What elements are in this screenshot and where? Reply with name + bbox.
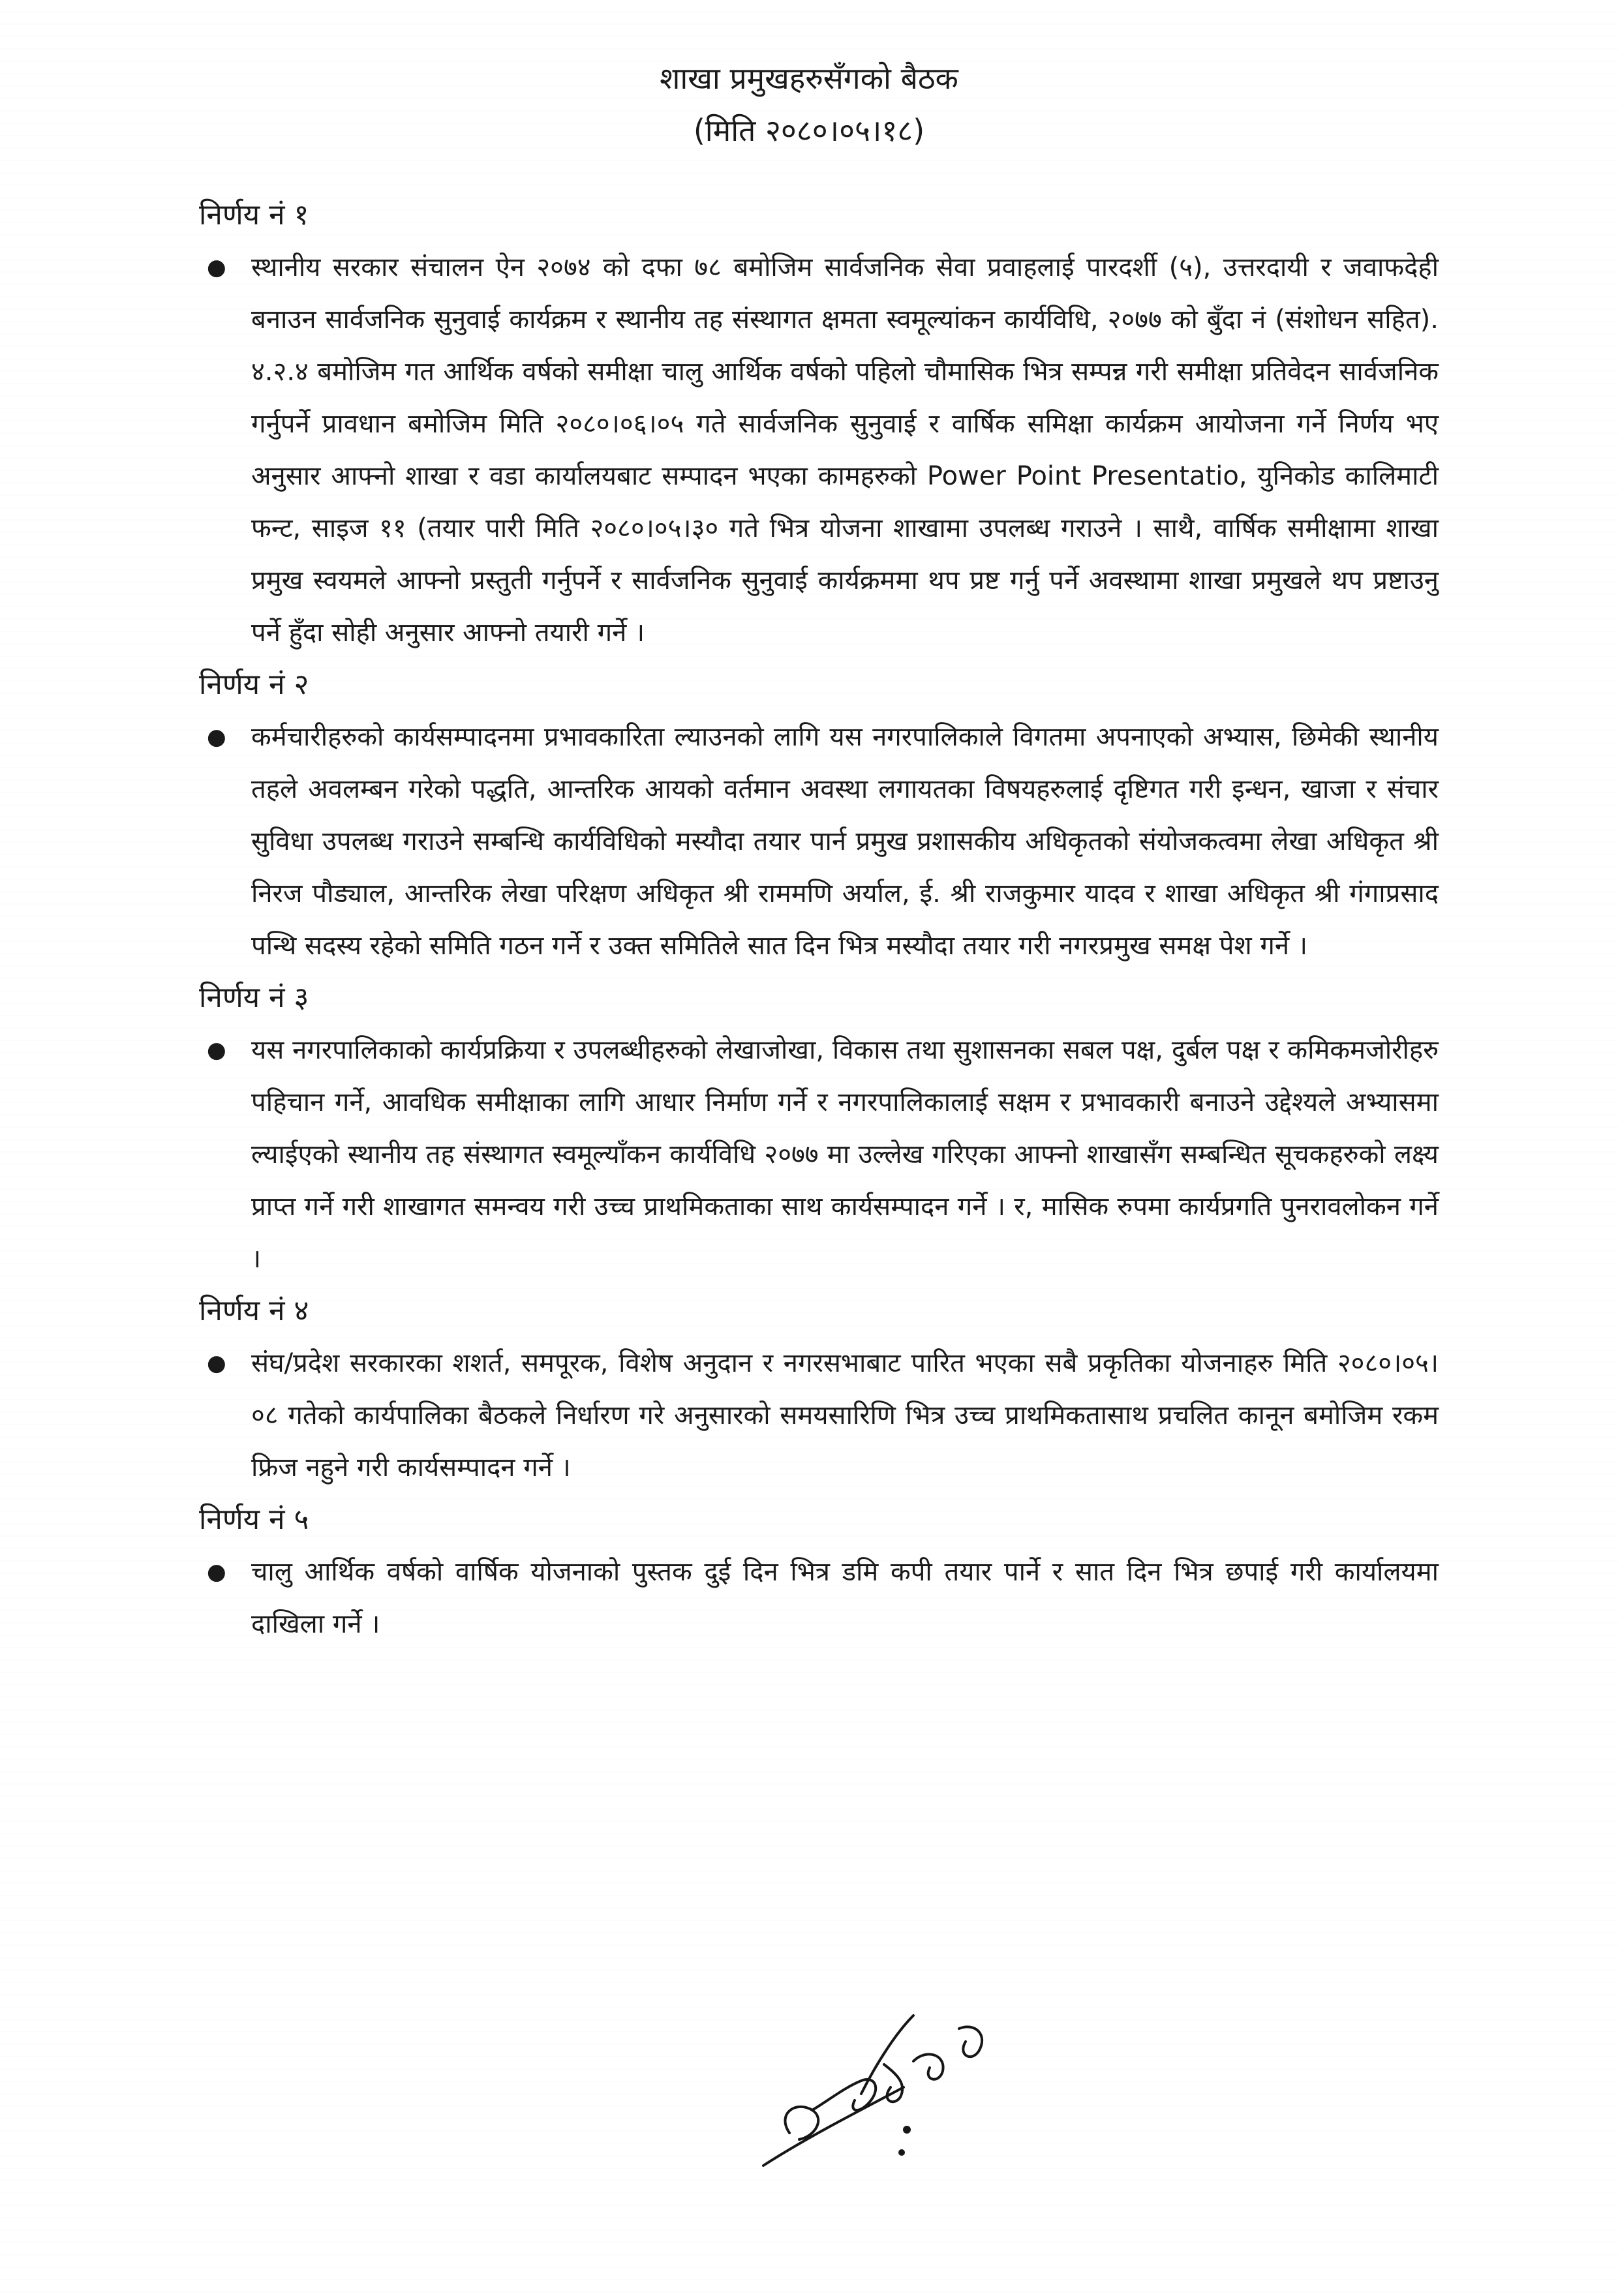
decision-item	[199, 1024, 1439, 1285]
decision-item	[199, 1546, 1439, 1650]
document-header	[0, 52, 1618, 157]
decision-item	[199, 241, 1439, 659]
document-title: शाखा प्रमुखहरुसँगको बैठक	[660, 61, 958, 96]
decision-5	[199, 1494, 1439, 1650]
decision-heading: निर्णय नं २	[199, 668, 309, 701]
decision-heading: निर्णय नं ४	[199, 1294, 309, 1327]
decision-heading: निर्णय नं ३	[199, 981, 309, 1014]
decision-text: स्थानीय सरकार संचालन ऐन २०७४ को दफा ७८ बमोजिम सार्वजनिक सेवा प्रवाहलाई पारदर्शी (५), उत्तरदायी र जवाफदेही बनाउन सार्वजनिक सुनुवाई कार्यक्रम र स्थानीय तह संस्थागत क्षमता स्वमूल्यांकन कार्यविधि, २०७७ को बुँदा नं (संशोधन सहित). ४.२.४ बमोजिम गत आर्थिक वर्षको समीक्षा चालु आर्थिक वर्षको पहिलो चौमासिक भित्र सम्पन्न गरी समीक्षा प्रतिवेदन सार्वजनिक गर्नुपर्ने प्रावधान बमोजिम मिति २०८०।०६।०५ गते सार्वजनिक सुनुवाई र वार्षिक समिक्षा कार्यक्रम आयोजना गर्ने निर्णय भए अनुसार आफ्नो शाखा र वडा कार्यालयबाट सम्पादन भएका कामहरुको Power Point Presentatio, युनिकोड कालिमाटी फन्ट, साइज ११ (तयार पारी मिति २०८०।०५।३० गते भित्र योजना शाखामा उपलब्ध गराउने । साथै, वार्षिक समीक्षामा शाखा प्रमुख स्वयमले आफ्नो प्रस्तुती गर्नुपर्ने र सार्वजनिक सुनुवाई कार्यक्रममा थप प्रष्ट गर्नु पर्ने अवस्थामा शाखा प्रमुखले थप प्रष्टाउनु पर्ने हुँदा सोही अनुसार आफ्नो तयारी गर्ने ।	[251, 252, 1439, 648]
signature	[750, 2002, 1024, 2192]
decision-text: कर्मचारीहरुको कार्यसम्पादनमा प्रभावकारिता ल्याउनको लागि यस नगरपालिकाले विगतमा अपनाएको अभ्यास, छिमेकी स्थानीय तहले अवलम्बन गरेको पद्धति, आन्तरिक आयको वर्तमान अवस्था लगायतका विषयहरुलाई दृष्टिगत गरी इन्धन, खाजा र संचार सुविधा उपलब्ध गराउने सम्बन्धि कार्यविधिको मस्यौदा तयार पार्न प्रमुख प्रशासकीय अधिकृतको संयोजकत्वमा लेखा अधिकृत श्री निरज पौड्याल, आन्तरिक लेखा परिक्षण अधिकृत श्री राममणि अर्याल, ई. श्री राजकुमार यादव र शाखा अधिकृत श्री गंगाप्रसाद पन्थि सदस्य रहेको समिति गठन गर्ने र उक्त समितिले सात दिन भित्र मस्यौदा तयार गरी नगरप्रमुख समक्ष पेश गर्ने ।	[251, 722, 1439, 961]
decision-text: यस नगरपालिकाको कार्यप्रक्रिया र उपलब्धीहरुको लेखाजोखा, विकास तथा सुशासनका सबल पक्ष, दुर्बल पक्ष र कमिकमजोरीहरु पहिचान गर्ने, आवधिक समीक्षाका लागि आधार निर्माण गर्ने र नगरपालिकालाई सक्षम र प्रभावकारी बनाउने उद्देश्यले अभ्यासमा ल्याईएको स्थानीय तह संस्थागत स्वमूल्याँकन कार्यविधि २०७७ मा उल्लेख गरिएका आफ्नो शाखासँग सम्बन्धित सूचकहरुको लक्ष्य प्राप्त गर्ने गरी शाखागत समन्वय गरी उच्च प्राथमिकताका साथ कार्यसम्पादन गर्ने । र, मासिक रुपमा कार्यप्रगति पुनरावलोकन गर्ने ।	[251, 1035, 1439, 1274]
bullet-icon: ●	[207, 1037, 226, 1063]
decision-heading: निर्णय नं १	[199, 198, 309, 232]
decision-3	[199, 972, 1439, 1285]
decision-2	[199, 659, 1439, 972]
meeting-date: (मिति २०८०।०५।१८)	[693, 113, 925, 148]
decision-4	[199, 1285, 1439, 1494]
bullet-icon: ●	[207, 1350, 226, 1376]
bullet-icon: ●	[207, 1559, 226, 1585]
bullet-icon: ●	[207, 254, 226, 280]
decision-text: संघ/प्रदेश सरकारका शशर्त, समपूरक, विशेष अनुदान र नगरसभाबाट पारित भएका सबै प्रकृतिका योजनाहरु मिति २०८०।०५।०८ गतेको कार्यपालिका बैठकले निर्धारण गरे अनुसारको समयसारिणि भित्र उच्च प्राथमिकतासाथ प्रचलित कानून बमोजिम रकम फ्रिज नहुने गरी कार्यसम्पादन गर्ने ।	[251, 1348, 1439, 1483]
decision-heading: निर्णय नं ५	[199, 1503, 309, 1536]
decision-item	[199, 1337, 1439, 1494]
decision-item	[199, 711, 1439, 972]
decision-1	[199, 189, 1439, 659]
decision-text: चालु आर्थिक वर्षको वार्षिक योजनाको पुस्तक दुई दिन भित्र डमि कपी तयार पार्ने र सात दिन भित्र छपाई गरी कार्यालयमा दाखिला गर्ने ।	[251, 1557, 1439, 1639]
bullet-icon: ●	[207, 724, 226, 750]
decision-list	[199, 189, 1439, 1650]
